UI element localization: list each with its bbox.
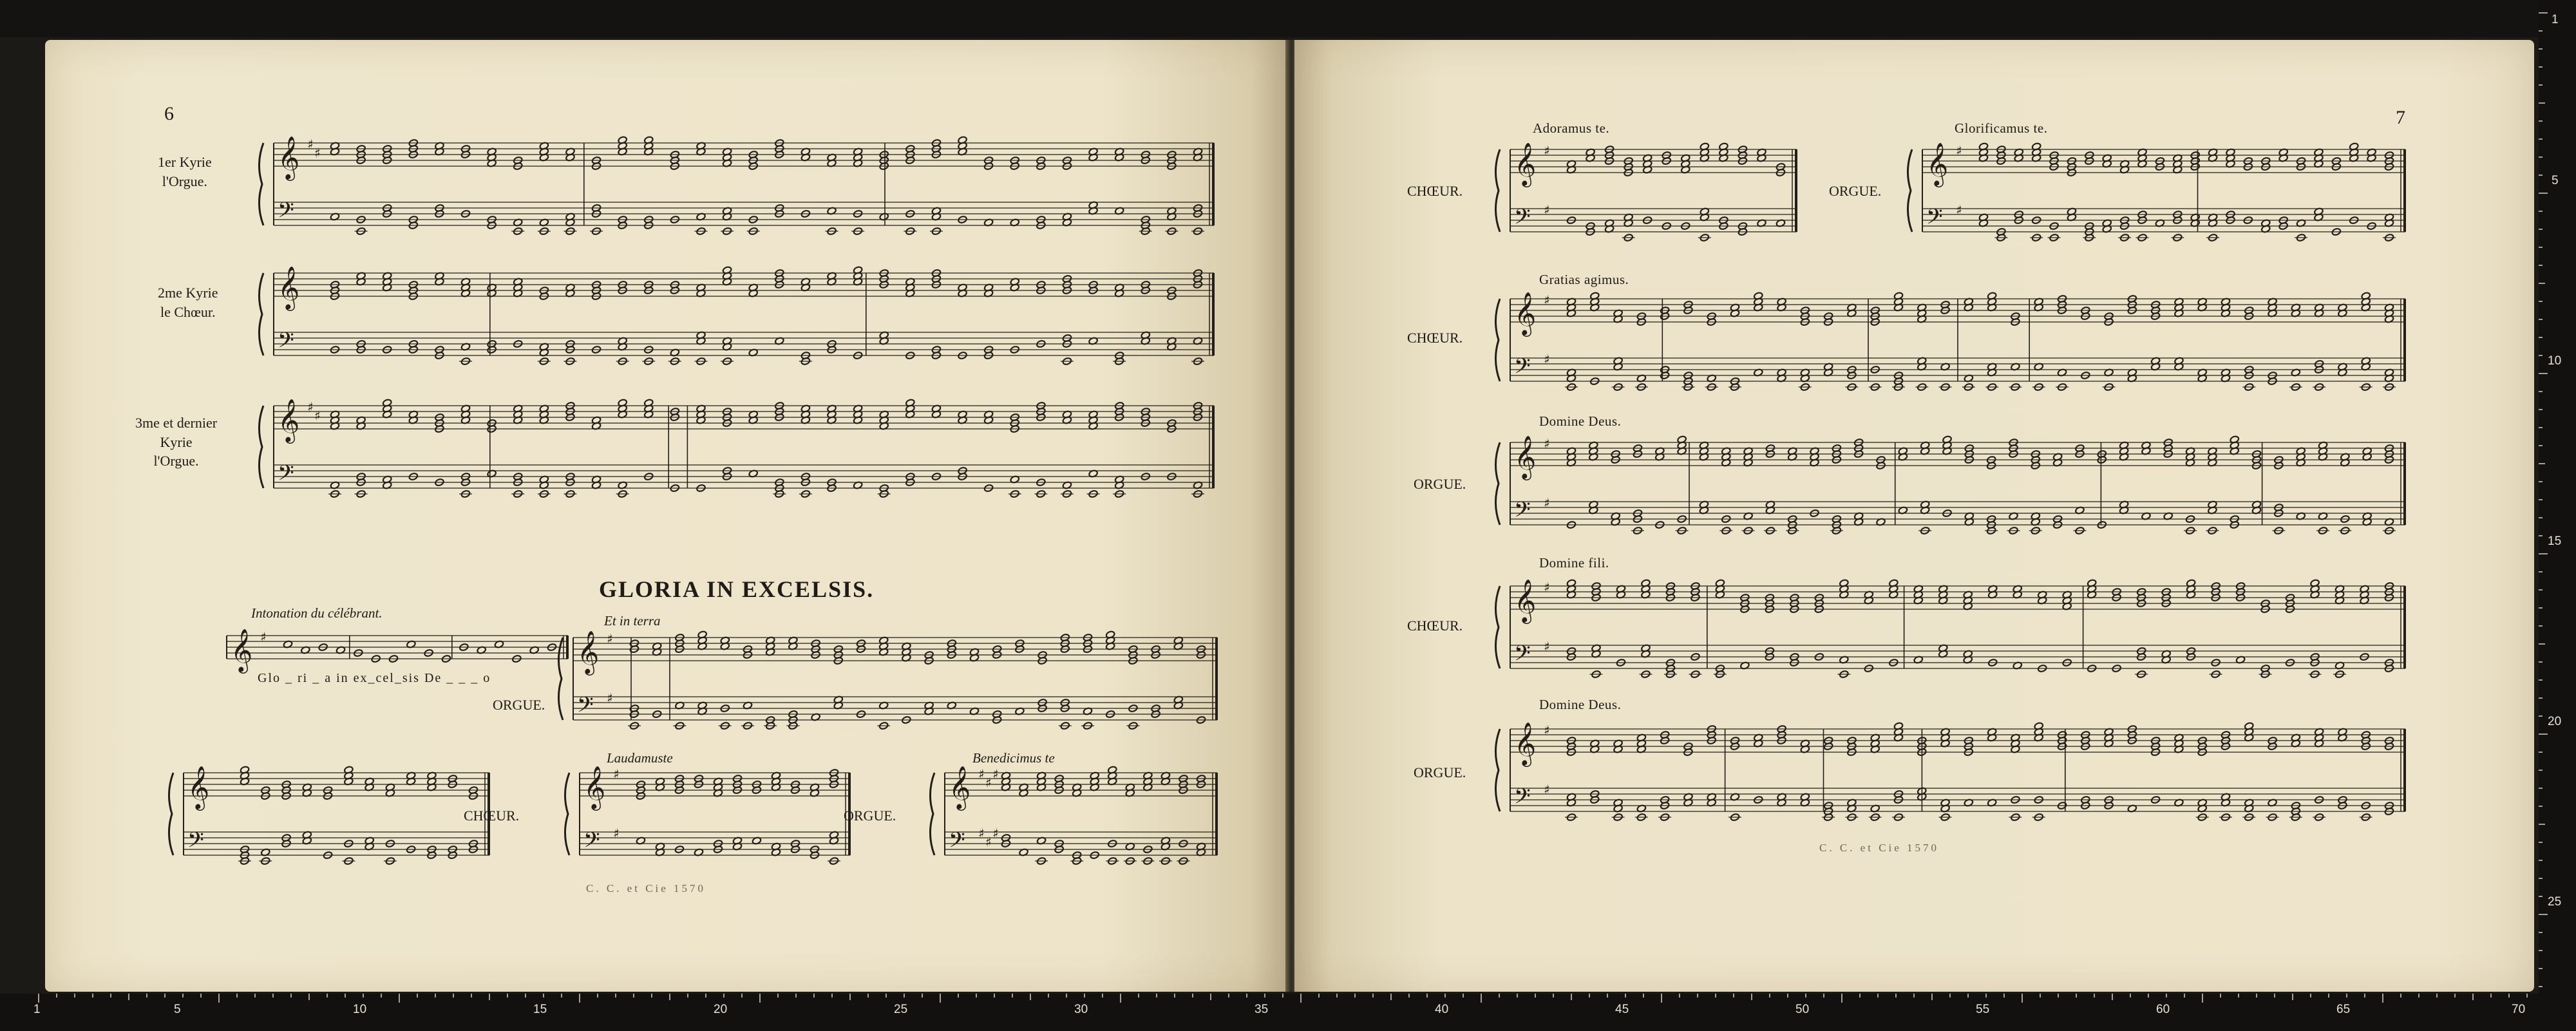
svg-text:𝄞: 𝄞 <box>278 135 300 179</box>
svg-text:♯: ♯ <box>607 631 613 647</box>
publisher-mark-right: C. C. et Cie 1570 <box>1819 842 1940 854</box>
horizontal-ruler-label-30: 30 <box>1074 1003 1088 1016</box>
svg-text:𝄢: 𝄢 <box>278 198 294 228</box>
glorificamus-caption: Glorificamus te. <box>1955 120 2048 136</box>
svg-text:♯: ♯ <box>1956 143 1962 158</box>
glorificamus-label: ORGUE. <box>1829 183 1882 199</box>
kyrie-3-label-line-2: Kyrie <box>160 433 193 450</box>
horizontal-ruler-label-45: 45 <box>1615 1003 1629 1016</box>
svg-text:♯: ♯ <box>1956 202 1962 218</box>
left-page <box>45 40 1288 992</box>
vertical-ruler-label-1: 1 <box>2552 13 2559 26</box>
horizontal-ruler <box>0 994 2576 1031</box>
glorificamus-score <box>1903 143 2405 251</box>
vertical-ruler-label-10: 10 <box>2548 354 2562 368</box>
staff-drawing <box>1491 292 2418 413</box>
svg-text:𝄢: 𝄢 <box>583 828 600 858</box>
svg-text:𝄢: 𝄢 <box>1514 498 1531 527</box>
svg-text:♯: ♯ <box>1544 782 1550 797</box>
horizontal-ruler-ticks <box>0 994 2576 1031</box>
svg-text:♯: ♯ <box>260 629 267 645</box>
domine-fili-caption: Domine fili. <box>1539 555 1609 571</box>
staff-drawing <box>554 631 1230 752</box>
intonation-caption: Intonation du célébrant. <box>251 605 383 621</box>
kyrie-2-label-line-1: 2me Kyrie <box>158 285 218 301</box>
svg-text:♯: ♯ <box>1544 639 1550 654</box>
svg-text:♯: ♯ <box>1544 723 1550 738</box>
svg-text:𝄞: 𝄞 <box>1514 578 1537 622</box>
domine-fili-label: CHŒUR. <box>1407 618 1463 634</box>
vertical-ruler-label-25: 25 <box>2548 895 2562 909</box>
staff-drawing <box>164 766 502 887</box>
adoramus-score <box>1491 143 1797 251</box>
gratias-label: CHŒUR. <box>1407 330 1463 346</box>
svg-text:𝄞: 𝄞 <box>1514 291 1537 335</box>
svg-text:♯: ♯ <box>985 834 992 850</box>
horizontal-ruler-label-25: 25 <box>894 1003 908 1016</box>
svg-text:𝄞: 𝄞 <box>949 765 971 809</box>
domine-deus-2-score <box>1491 723 2405 831</box>
gratias-caption: Gratias agimus. <box>1539 272 1629 287</box>
gloria-heading: GLORIA IN EXCELSIS. <box>599 576 875 602</box>
svg-text:♯: ♯ <box>307 399 314 415</box>
adoramus-label: CHŒUR. <box>1407 183 1463 199</box>
page-number-left: 6 <box>164 103 174 124</box>
adoramus-caption: Adoramus te. <box>1533 120 1610 136</box>
svg-text:♯: ♯ <box>1544 495 1550 511</box>
horizontal-ruler-label-70: 70 <box>2512 1003 2526 1016</box>
svg-text:𝄞: 𝄞 <box>278 398 300 442</box>
bottom-score-2-caption: Laudamuste <box>607 750 673 766</box>
domine-deus-2-label: ORGUE. <box>1414 764 1466 780</box>
staff-drawing <box>1903 143 2418 264</box>
staff-drawing <box>1491 723 2418 844</box>
kyrie-3-label-line-3: l'Orgue. <box>153 453 199 469</box>
svg-text:𝄢: 𝄢 <box>1514 354 1531 384</box>
horizontal-ruler-label-65: 65 <box>2336 1003 2351 1016</box>
svg-text:𝄞: 𝄞 <box>1514 142 1537 185</box>
kyrie-3-score <box>254 399 1214 507</box>
svg-text:𝄞: 𝄞 <box>1926 142 1949 185</box>
svg-text:𝄢: 𝄢 <box>949 828 965 858</box>
kyrie-2-label-line-2: le Chœur. <box>160 303 216 320</box>
svg-text:♯: ♯ <box>314 408 321 424</box>
et-in-terra-caption: Et in terra <box>604 613 661 629</box>
svg-text:♯: ♯ <box>1544 292 1550 308</box>
svg-text:♯: ♯ <box>1544 143 1550 158</box>
svg-text:𝄢: 𝄢 <box>1926 205 1943 234</box>
vertical-ruler-label-20: 20 <box>2548 715 2562 728</box>
kyrie-1-score <box>254 137 1214 245</box>
svg-text:♯: ♯ <box>985 775 992 791</box>
staff-drawing <box>560 766 863 887</box>
svg-text:𝄞: 𝄞 <box>577 630 600 674</box>
svg-text:𝄞: 𝄞 <box>187 765 210 809</box>
et-in-terra-score <box>554 631 1217 739</box>
svg-text:♯: ♯ <box>1544 580 1550 595</box>
svg-text:♯: ♯ <box>978 766 985 782</box>
svg-text:𝄞: 𝄞 <box>583 765 606 809</box>
horizontal-ruler-label-15: 15 <box>533 1003 547 1016</box>
svg-text:𝄞: 𝄞 <box>1514 721 1537 765</box>
bottom-score-3-caption: Benedicimus te <box>972 750 1055 766</box>
svg-text:𝄢: 𝄢 <box>1514 784 1531 814</box>
publisher-mark-left: C. C. et Cie 1570 <box>586 882 706 894</box>
vertical-ruler-label-15: 15 <box>2548 534 2562 548</box>
svg-text:♯: ♯ <box>1544 436 1550 451</box>
svg-text:𝄢: 𝄢 <box>278 461 294 491</box>
svg-text:𝄞: 𝄞 <box>231 628 253 672</box>
staff-drawing <box>254 399 1227 520</box>
staff-drawing <box>254 137 1227 258</box>
svg-text:♯: ♯ <box>314 145 321 161</box>
horizontal-ruler-label-35: 35 <box>1255 1003 1269 1016</box>
vertical-ruler-label-5: 5 <box>2552 174 2559 187</box>
bottom-score-1 <box>164 766 489 875</box>
bottom-score-2 <box>560 766 850 875</box>
horizontal-ruler-label-60: 60 <box>2156 1003 2170 1016</box>
bottom-score-3-label: ORGUE. <box>844 808 896 824</box>
svg-text:𝄢: 𝄢 <box>1514 205 1531 234</box>
domine-deus-1-label: ORGUE. <box>1414 476 1466 492</box>
staff-drawing <box>1491 436 2418 557</box>
vertical-ruler-ticks <box>2539 0 2576 994</box>
staff-drawing <box>1491 580 2418 701</box>
horizontal-ruler-label-40: 40 <box>1435 1003 1449 1016</box>
svg-text:𝄞: 𝄞 <box>1514 435 1537 478</box>
svg-text:♯: ♯ <box>307 137 314 152</box>
page-number-right: 7 <box>2396 107 2405 128</box>
staff-drawing <box>1491 143 1810 264</box>
domine-deus-1-score <box>1491 436 2405 544</box>
svg-text:♯: ♯ <box>607 690 613 706</box>
svg-text:♯: ♯ <box>613 826 620 841</box>
horizontal-ruler-label-50: 50 <box>1795 1003 1810 1016</box>
kyrie-3-label-line-1: 3me et dernier <box>135 415 218 431</box>
right-page <box>1294 40 2534 992</box>
kyrie-1-label <box>158 153 212 191</box>
domine-deus-2-caption: Domine Deus. <box>1539 697 1622 712</box>
svg-text:𝄢: 𝄢 <box>278 328 294 358</box>
svg-text:𝄢: 𝄢 <box>1514 641 1531 671</box>
horizontal-ruler-label-55: 55 <box>1976 1003 1990 1016</box>
staff-drawing <box>254 267 1227 388</box>
svg-text:♯: ♯ <box>1544 202 1550 218</box>
bottom-score-3 <box>925 766 1217 875</box>
kyrie-2-label <box>158 283 218 321</box>
svg-text:♯: ♯ <box>978 826 985 841</box>
kyrie-1-label-line-1: 1er Kyrie <box>158 154 212 170</box>
domine-deus-1-caption: Domine Deus. <box>1539 413 1622 429</box>
kyrie-2-score <box>254 267 1214 375</box>
intonation-lyrics: Glo _ ri _ a in ex_cel_sis De _ _ _ o <box>258 671 491 685</box>
svg-text:♯: ♯ <box>1544 352 1550 367</box>
staff-drawing <box>925 766 1230 887</box>
top-background-strip <box>0 0 2576 37</box>
bottom-score-2-label: CHŒUR. <box>464 808 520 824</box>
domine-fili-score <box>1491 580 2405 688</box>
kyrie-1-label-line-2: l'Orgue. <box>162 173 207 189</box>
et-in-terra-orgue-label: ORGUE. <box>493 697 545 713</box>
horizontal-ruler-label-1: 1 <box>33 1003 41 1016</box>
kyrie-3-label <box>135 413 217 471</box>
vertical-ruler <box>2539 0 2576 994</box>
svg-text:𝄞: 𝄞 <box>278 265 300 309</box>
svg-text:♯: ♯ <box>992 766 999 782</box>
gratias-score <box>1491 292 2405 401</box>
svg-text:𝄢: 𝄢 <box>187 828 204 858</box>
horizontal-ruler-label-10: 10 <box>353 1003 367 1016</box>
horizontal-ruler-label-5: 5 <box>174 1003 181 1016</box>
svg-text:𝄢: 𝄢 <box>577 693 594 723</box>
svg-text:♯: ♯ <box>992 826 999 841</box>
horizontal-ruler-label-20: 20 <box>714 1003 728 1016</box>
svg-text:♯: ♯ <box>613 766 620 782</box>
